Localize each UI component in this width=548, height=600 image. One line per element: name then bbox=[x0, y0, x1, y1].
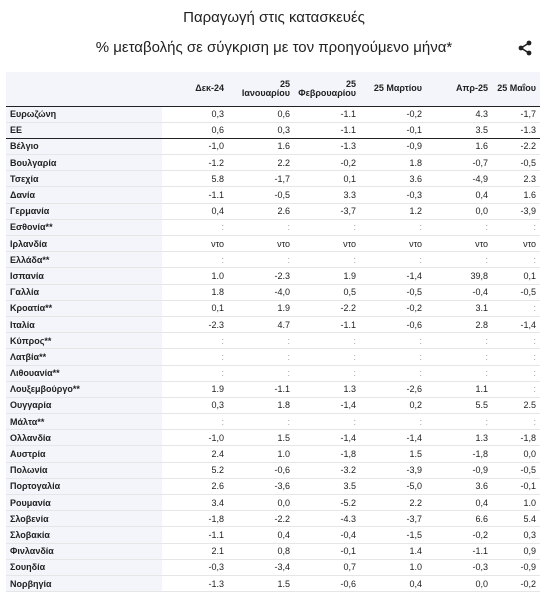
table-cell: -0,5 bbox=[360, 284, 426, 300]
row-label: Πολωνία bbox=[6, 462, 162, 478]
table-cell: 1.6 bbox=[426, 138, 492, 154]
chart-title: Παραγωγή στις κατασκευές bbox=[183, 9, 365, 26]
table-cell: 1.0 bbox=[492, 495, 540, 511]
table-cell: 0,4 bbox=[162, 203, 228, 219]
share-icon[interactable] bbox=[517, 40, 533, 56]
table-cell: ντο bbox=[426, 236, 492, 252]
table-cell: 6.6 bbox=[426, 511, 492, 527]
table-cell: 3.5 bbox=[426, 122, 492, 138]
table-cell: 2.1 bbox=[162, 543, 228, 559]
table-cell: -0,5 bbox=[492, 155, 540, 171]
table-cell: -4,0 bbox=[228, 284, 294, 300]
row-label: Ιταλία bbox=[6, 316, 162, 332]
table-cell: -3.2 bbox=[294, 462, 360, 478]
table-cell: 2.2 bbox=[228, 155, 294, 171]
row-label: Λατβία** bbox=[6, 349, 162, 365]
column-header[interactable]: 25 Μαΐου bbox=[492, 72, 540, 106]
table-cell: 2.6 bbox=[162, 478, 228, 494]
table-cell: -5.2 bbox=[294, 495, 360, 511]
table-cell: -3,7 bbox=[294, 203, 360, 219]
table-cell: -1.1 bbox=[162, 187, 228, 203]
table-row bbox=[6, 543, 540, 559]
table-cell: 39,8 bbox=[426, 268, 492, 284]
table-cell: -0,1 bbox=[492, 478, 540, 494]
table-cell: : bbox=[294, 219, 360, 235]
table-cell: : bbox=[426, 219, 492, 235]
table-cell: 3.1 bbox=[426, 300, 492, 316]
table-cell: 0,7 bbox=[294, 559, 360, 575]
table-cell: -1,7 bbox=[228, 171, 294, 187]
column-header[interactable]: Δεκ-24 bbox=[162, 72, 228, 106]
table-cell: -1,4 bbox=[360, 268, 426, 284]
table-cell: -1.3 bbox=[294, 138, 360, 154]
header-corner bbox=[6, 72, 162, 106]
table-cell: -5,0 bbox=[360, 478, 426, 494]
table-cell: : bbox=[228, 252, 294, 268]
table-cell: 1.2 bbox=[360, 203, 426, 219]
table-cell: -3,9 bbox=[360, 462, 426, 478]
table-cell: : bbox=[360, 252, 426, 268]
table-cell: : bbox=[228, 333, 294, 349]
table-cell: : bbox=[162, 252, 228, 268]
table-cell: 0,0 bbox=[228, 495, 294, 511]
table-cell: -0,6 bbox=[360, 316, 426, 332]
table-cell: 0,6 bbox=[162, 122, 228, 138]
table-cell: ντο bbox=[162, 236, 228, 252]
table-cell: 0,3 bbox=[162, 397, 228, 413]
table-row bbox=[6, 462, 540, 478]
table-cell: -0,1 bbox=[360, 122, 426, 138]
table-cell: -2.2 bbox=[492, 138, 540, 154]
table-cell: -0,4 bbox=[294, 527, 360, 543]
table-cell: 1.5 bbox=[228, 575, 294, 591]
table-cell: -3,9 bbox=[492, 203, 540, 219]
table-cell: 2.3 bbox=[492, 171, 540, 187]
table-cell: -1,4 bbox=[492, 316, 540, 332]
table-cell: : bbox=[294, 252, 360, 268]
table-row bbox=[6, 171, 540, 187]
table-cell: : bbox=[162, 219, 228, 235]
table-cell: : bbox=[294, 333, 360, 349]
table-cell: 0,4 bbox=[426, 187, 492, 203]
table-cell: -1,8 bbox=[426, 446, 492, 462]
table-row bbox=[6, 397, 540, 413]
table-cell: : bbox=[426, 252, 492, 268]
row-label: Λουξεμβούργο** bbox=[6, 381, 162, 397]
table-cell: 0,9 bbox=[492, 543, 540, 559]
table-cell: -0,9 bbox=[426, 462, 492, 478]
table-cell: -0,9 bbox=[360, 138, 426, 154]
table-cell: 2.8 bbox=[426, 316, 492, 332]
table-cell: -1,4 bbox=[294, 430, 360, 446]
row-label: Νορβηγία bbox=[6, 575, 162, 591]
table-cell: : bbox=[492, 333, 540, 349]
table-body bbox=[6, 106, 540, 592]
data-table bbox=[6, 72, 540, 592]
table-cell: -2.2 bbox=[228, 511, 294, 527]
table-cell: : bbox=[492, 365, 540, 381]
table-cell: : bbox=[294, 349, 360, 365]
table-cell: ντο bbox=[492, 236, 540, 252]
table-cell: : bbox=[360, 414, 426, 430]
table-cell: 1.4 bbox=[360, 543, 426, 559]
table-cell: ντο bbox=[294, 236, 360, 252]
row-label: Τσεχία bbox=[6, 171, 162, 187]
table-row bbox=[6, 333, 540, 349]
table-row bbox=[6, 122, 540, 138]
table-cell: : bbox=[360, 365, 426, 381]
table-cell: 1.5 bbox=[360, 446, 426, 462]
table-cell: 1.8 bbox=[360, 155, 426, 171]
table-cell: -1.1 bbox=[294, 122, 360, 138]
table-row bbox=[6, 155, 540, 171]
table-cell: -0,3 bbox=[360, 187, 426, 203]
table-cell: -3,6 bbox=[228, 478, 294, 494]
table-cell: 5.4 bbox=[492, 511, 540, 527]
table-row bbox=[6, 511, 540, 527]
table-row bbox=[6, 414, 540, 430]
table-cell: -0,5 bbox=[492, 462, 540, 478]
table-cell: : bbox=[228, 414, 294, 430]
table-cell: 3.5 bbox=[294, 478, 360, 494]
table-cell: -1.1 bbox=[294, 316, 360, 332]
table-cell: -1,0 bbox=[162, 138, 228, 154]
table-cell: 1.3 bbox=[426, 430, 492, 446]
table-cell: -2.3 bbox=[162, 316, 228, 332]
table-cell: 0,4 bbox=[360, 575, 426, 591]
table-cell: -0,7 bbox=[426, 155, 492, 171]
column-header[interactable]: 25 Ιανουαρίου bbox=[228, 72, 294, 106]
table-cell: 0,0 bbox=[426, 575, 492, 591]
table-cell: -1,4 bbox=[294, 397, 360, 413]
table-cell: 2.5 bbox=[492, 397, 540, 413]
row-label: Εσθονία** bbox=[6, 219, 162, 235]
table-cell: -1,5 bbox=[360, 527, 426, 543]
table-cell: : bbox=[294, 365, 360, 381]
table-cell: -0,2 bbox=[426, 527, 492, 543]
table-cell: 0,0 bbox=[426, 203, 492, 219]
table-cell: -1,4 bbox=[360, 430, 426, 446]
table-cell: : bbox=[492, 252, 540, 268]
table-cell: 1.1 bbox=[426, 381, 492, 397]
table-row bbox=[6, 430, 540, 446]
table-cell: -0,3 bbox=[162, 559, 228, 575]
table-row bbox=[6, 478, 540, 494]
row-label: Μάλτα** bbox=[6, 414, 162, 430]
table-cell: : bbox=[162, 333, 228, 349]
table-cell: 3.4 bbox=[162, 495, 228, 511]
table-cell: : bbox=[492, 381, 540, 397]
table-row bbox=[6, 527, 540, 543]
row-label: Ευρωζώνη bbox=[6, 106, 162, 122]
table-cell: -0,6 bbox=[294, 575, 360, 591]
table-cell: : bbox=[360, 349, 426, 365]
table-cell: -1,0 bbox=[162, 430, 228, 446]
table-cell: 4.3 bbox=[426, 106, 492, 122]
table-row bbox=[6, 349, 540, 365]
table-cell: 1.9 bbox=[294, 268, 360, 284]
table-cell: : bbox=[492, 349, 540, 365]
table-cell: 1.0 bbox=[228, 446, 294, 462]
table-cell: : bbox=[492, 300, 540, 316]
table-cell: 2.2 bbox=[360, 495, 426, 511]
header-row bbox=[6, 72, 540, 106]
table-cell: 1.6 bbox=[492, 187, 540, 203]
table-cell: : bbox=[228, 219, 294, 235]
table-cell: -0,2 bbox=[492, 575, 540, 591]
table-cell: 0,6 bbox=[228, 106, 294, 122]
table-cell: 5.2 bbox=[162, 462, 228, 478]
table-cell: : bbox=[426, 365, 492, 381]
table-row bbox=[6, 284, 540, 300]
row-label: Πορτογαλία bbox=[6, 478, 162, 494]
table-cell: -4,9 bbox=[426, 171, 492, 187]
table-cell: 0,1 bbox=[162, 300, 228, 316]
table-cell: -1,7 bbox=[492, 106, 540, 122]
table-cell: -0,4 bbox=[426, 284, 492, 300]
table-cell: : bbox=[360, 219, 426, 235]
table-cell: -0,5 bbox=[228, 187, 294, 203]
row-label: Βουλγαρία bbox=[6, 155, 162, 171]
chart-subtitle: % μεταβολής σε σύγκριση με τον προηγούμενο μήνα* bbox=[95, 39, 453, 56]
table-cell: 2.4 bbox=[162, 446, 228, 462]
row-label: Ρουμανία bbox=[6, 495, 162, 511]
row-label: Ολλανδία bbox=[6, 430, 162, 446]
table-cell: 1.5 bbox=[228, 430, 294, 446]
table-row bbox=[6, 236, 540, 252]
table-cell: : bbox=[162, 349, 228, 365]
table-cell: 0,3 bbox=[228, 122, 294, 138]
row-label: Αυστρία bbox=[6, 446, 162, 462]
column-header[interactable]: 25 Φεβρουαρίου bbox=[294, 72, 360, 106]
table-cell: 3.6 bbox=[426, 478, 492, 494]
table-cell: 1.6 bbox=[228, 138, 294, 154]
table-row bbox=[6, 316, 540, 332]
table-row bbox=[6, 138, 540, 154]
row-label: Ισπανία bbox=[6, 268, 162, 284]
table-cell: -4.3 bbox=[294, 511, 360, 527]
table-cell: -2,6 bbox=[360, 381, 426, 397]
table-row bbox=[6, 495, 540, 511]
table-cell: 0,1 bbox=[294, 171, 360, 187]
table-cell: -1.2 bbox=[162, 155, 228, 171]
table-cell: : bbox=[228, 365, 294, 381]
table-cell: 3.3 bbox=[294, 187, 360, 203]
table-cell: 0,0 bbox=[492, 446, 540, 462]
row-label: Κροατία** bbox=[6, 300, 162, 316]
table-row bbox=[6, 575, 540, 591]
column-header[interactable]: 25 Μαρτίου bbox=[360, 72, 426, 106]
table-cell: -3,7 bbox=[360, 511, 426, 527]
table-row bbox=[6, 252, 540, 268]
row-label: Δανία bbox=[6, 187, 162, 203]
row-label: Ουγγαρία bbox=[6, 397, 162, 413]
table-row bbox=[6, 203, 540, 219]
table-cell: 5.5 bbox=[426, 397, 492, 413]
table-cell: -1.1 bbox=[228, 381, 294, 397]
table-cell: -1.1 bbox=[294, 106, 360, 122]
table-cell: 0,3 bbox=[492, 527, 540, 543]
row-label: Γαλλία bbox=[6, 284, 162, 300]
table-cell: -0,6 bbox=[228, 462, 294, 478]
row-label: Βέλγιο bbox=[6, 138, 162, 154]
row-label: Σλοβενία bbox=[6, 511, 162, 527]
table-cell: : bbox=[492, 219, 540, 235]
table-row bbox=[6, 365, 540, 381]
row-label: ΕΕ bbox=[6, 122, 162, 138]
row-label: Λιθουανία** bbox=[6, 365, 162, 381]
table-row bbox=[6, 381, 540, 397]
table-cell: -0,9 bbox=[492, 559, 540, 575]
row-label: Σλοβακία bbox=[6, 527, 162, 543]
table-cell: : bbox=[228, 349, 294, 365]
table-cell: -1.1 bbox=[162, 527, 228, 543]
table-cell: -0,2 bbox=[294, 155, 360, 171]
table-cell: 1.3 bbox=[294, 381, 360, 397]
table-cell: ντο bbox=[228, 236, 294, 252]
row-label: Σουηδία bbox=[6, 559, 162, 575]
table-cell: : bbox=[426, 414, 492, 430]
row-label: Φινλανδία bbox=[6, 543, 162, 559]
row-label: Κύπρος** bbox=[6, 333, 162, 349]
table-cell: -0,3 bbox=[426, 559, 492, 575]
column-header[interactable]: Απρ-25 bbox=[426, 72, 492, 106]
table-cell: 1.8 bbox=[162, 284, 228, 300]
table-row bbox=[6, 268, 540, 284]
table-cell: 1.0 bbox=[360, 559, 426, 575]
table-cell: 0,3 bbox=[162, 106, 228, 122]
row-label: Ελλάδα** bbox=[6, 252, 162, 268]
table-cell: : bbox=[426, 349, 492, 365]
table-cell: 0,5 bbox=[294, 284, 360, 300]
table-cell: ντο bbox=[360, 236, 426, 252]
table-cell: : bbox=[294, 414, 360, 430]
table-cell: 1.0 bbox=[162, 268, 228, 284]
table-cell: 0,4 bbox=[426, 495, 492, 511]
table-cell: -3,4 bbox=[228, 559, 294, 575]
table-cell: -2.3 bbox=[228, 268, 294, 284]
table-row bbox=[6, 559, 540, 575]
table-cell: -2.2 bbox=[294, 300, 360, 316]
table-cell: -1.1 bbox=[426, 543, 492, 559]
table-cell: 2.6 bbox=[228, 203, 294, 219]
table-cell: -0,2 bbox=[360, 106, 426, 122]
table-cell: -1.3 bbox=[492, 122, 540, 138]
table-cell: 1.8 bbox=[228, 397, 294, 413]
table-cell: : bbox=[360, 333, 426, 349]
table-cell: 0,2 bbox=[360, 397, 426, 413]
table-cell: : bbox=[426, 333, 492, 349]
table-cell: 1.9 bbox=[228, 300, 294, 316]
table-cell: : bbox=[162, 365, 228, 381]
table-cell: 0,8 bbox=[228, 543, 294, 559]
table-cell: 0,4 bbox=[228, 527, 294, 543]
table-row bbox=[6, 187, 540, 203]
table-cell: 0,1 bbox=[492, 268, 540, 284]
table-cell: -0,2 bbox=[360, 300, 426, 316]
table-row bbox=[6, 446, 540, 462]
table-cell: -1,8 bbox=[294, 446, 360, 462]
table-cell: -0,1 bbox=[294, 543, 360, 559]
table-cell: 4.7 bbox=[228, 316, 294, 332]
table-cell: -1,8 bbox=[162, 511, 228, 527]
row-label: Ιρλανδία bbox=[6, 236, 162, 252]
table-row bbox=[6, 219, 540, 235]
table-cell: : bbox=[162, 414, 228, 430]
table-row bbox=[6, 106, 540, 122]
table-cell: 3.6 bbox=[360, 171, 426, 187]
table-cell: 1.9 bbox=[162, 381, 228, 397]
table-cell: -0,5 bbox=[492, 284, 540, 300]
table-cell: -1,8 bbox=[492, 430, 540, 446]
table-cell: : bbox=[492, 414, 540, 430]
table-row bbox=[6, 300, 540, 316]
table-cell: -1.3 bbox=[162, 575, 228, 591]
row-label: Γερμανία bbox=[6, 203, 162, 219]
table-cell: 5.8 bbox=[162, 171, 228, 187]
